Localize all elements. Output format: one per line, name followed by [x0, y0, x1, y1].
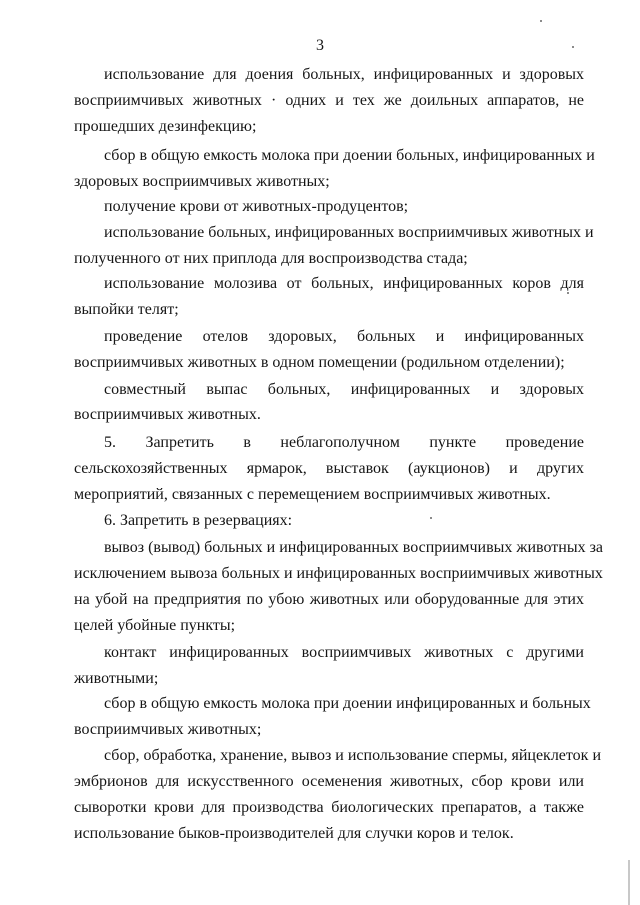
text-line: исключением вывоза больных и инфицированных восприимчивых животных: [74, 565, 603, 582]
text-line: использование быков-производителей для случки коров и телок.: [74, 825, 514, 842]
text-line: 5. Запретить в неблагополучном пункте проведение: [104, 434, 584, 451]
text-line: целей убойные пункты;: [74, 617, 236, 634]
scan-edge-shadow: [628, 860, 630, 905]
text-line: вывоз (вывод) больных и инфицированных восприимчивых животных за: [104, 539, 603, 556]
scan-speck: [540, 20, 542, 22]
text-line: мероприятий, связанных с перемещением восприимчивых животных.: [74, 486, 551, 503]
text-line: проведение отелов здоровых, больных и инфицированных: [104, 328, 584, 345]
text-line: 6. Запретить в резервациях:: [104, 512, 293, 529]
text-line: восприимчивых животных;: [74, 721, 262, 738]
scan-speck: [567, 292, 569, 294]
text-line: контакт инфицированных восприимчивых животных с другими: [104, 644, 584, 661]
text-line: выпойки телят;: [74, 301, 179, 318]
text-line: восприимчивых животных в одном помещении (родильном отделении);: [74, 354, 565, 371]
text-line: сбор, обработка, хранение, вывоз и использование спермы, яйцеклеток и: [104, 747, 602, 764]
text-line: здоровых восприимчивых животных;: [74, 173, 330, 190]
text-line: восприимчивых животных · одних и тех же доильных аппаратов, не: [74, 92, 584, 109]
text-line: полученного от них приплода для воспроизводства стада;: [74, 250, 468, 267]
text-line: использование для доения больных, инфицированных и здоровых: [104, 66, 584, 83]
text-line: совместный выпас больных, инфицированных и здоровых: [104, 381, 584, 398]
text-line: восприимчивых животных.: [74, 406, 261, 423]
text-line: сбор в общую емкость молока при доении больных, инфицированных и: [104, 147, 595, 164]
text-line: прошедших дезинфекцию;: [74, 118, 257, 135]
text-line: сыворотки крови для производства биологических препаратов, а также: [74, 799, 584, 816]
text-line: использование больных, инфицированных восприимчивых животных и: [104, 224, 594, 241]
text-line: получение крови от животных-продуцентов;: [104, 198, 409, 215]
text-line: животными;: [74, 670, 159, 687]
text-line: использование молозива от больных, инфицированных коров для: [104, 275, 584, 292]
text-line: сельскохозяйственных ярмарок, выставок (аукционов) и других: [74, 460, 584, 477]
text-line: сбор в общую емкость молока при доении инфицированных и больных: [104, 695, 591, 712]
text-line: эмбрионов для искусственного осеменения животных, сбор крови или: [74, 773, 584, 790]
scan-speck: [430, 517, 432, 519]
text-line: на убой на предприятия по убою животных или оборудованные для этих: [74, 591, 584, 608]
scan-speck: [572, 46, 574, 48]
page-number: 3: [316, 37, 324, 54]
